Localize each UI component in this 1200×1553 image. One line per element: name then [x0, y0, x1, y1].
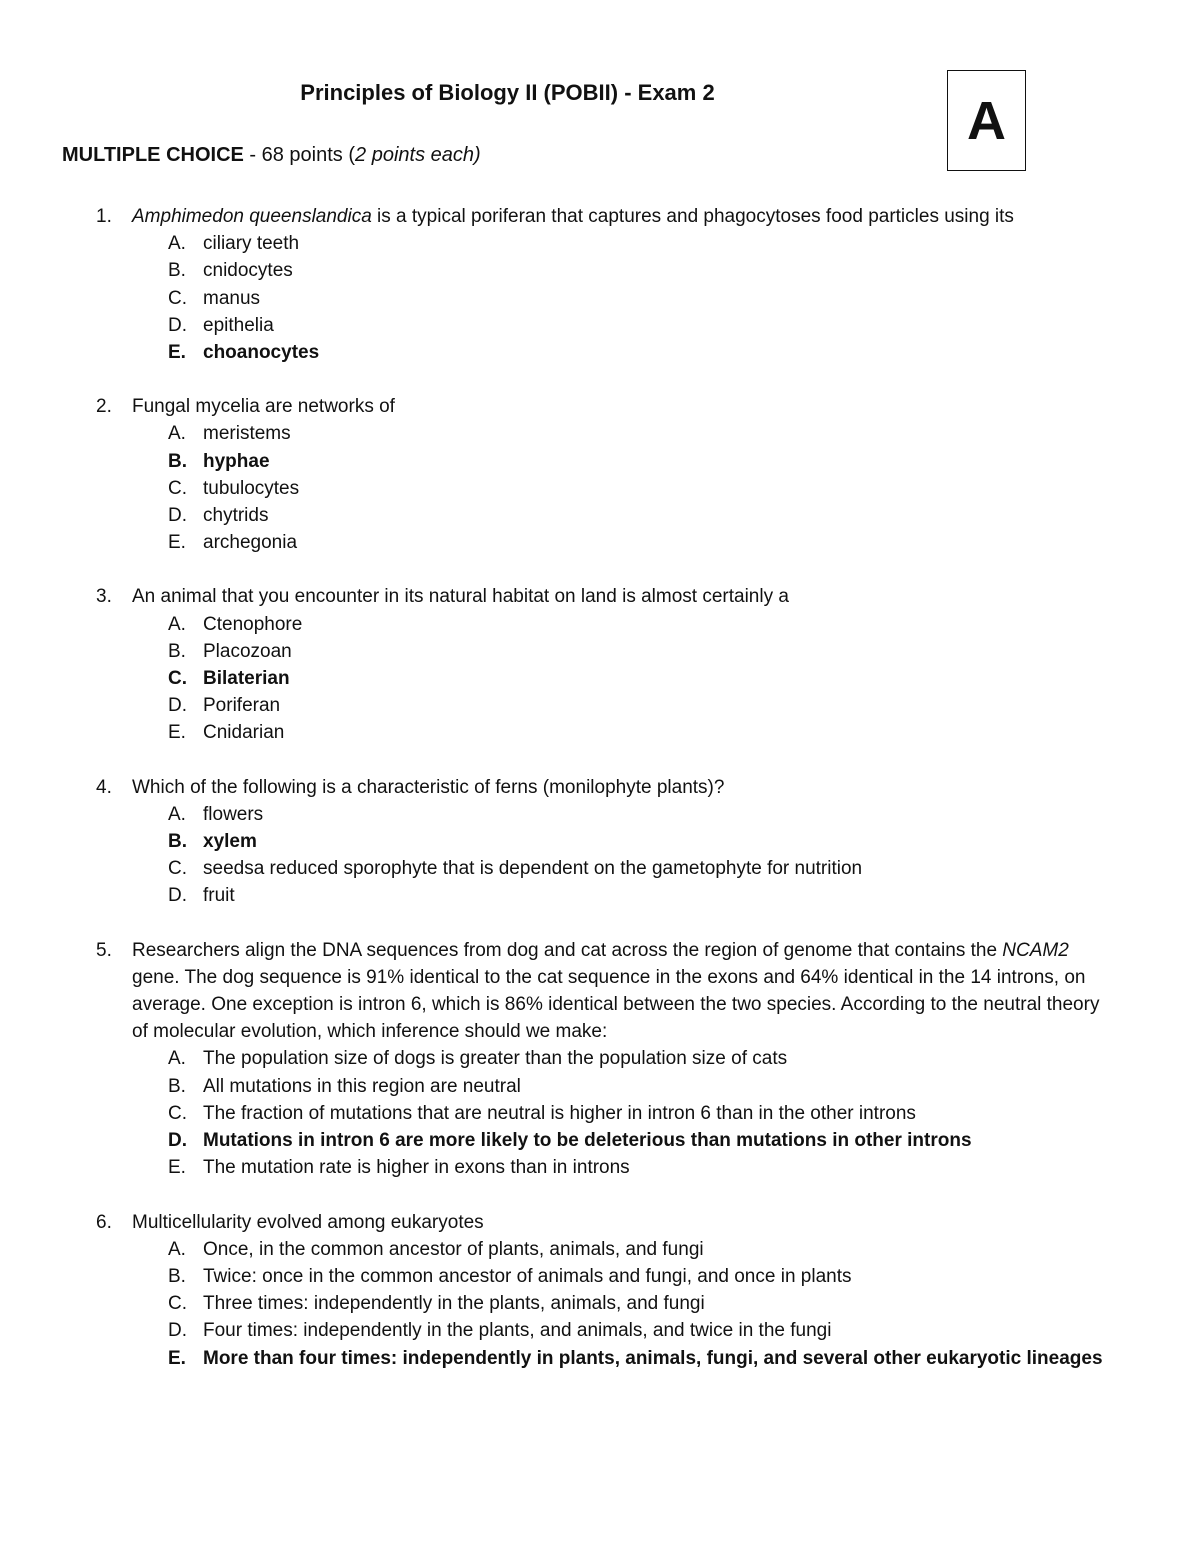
- option-text: choanocytes: [203, 342, 320, 364]
- option-text: Cnidarian: [203, 722, 285, 744]
- option-letter: B.: [168, 831, 187, 853]
- option-letter: B.: [168, 260, 186, 282]
- option-letter: A.: [168, 1238, 186, 1260]
- option-letter: C.: [168, 287, 187, 309]
- option-text: The mutation rate is higher in exons than in introns: [203, 1157, 630, 1179]
- question-stem: Which of the following is a characteristic of ferns (monilophyte plants)?: [132, 776, 725, 798]
- option-letter: B.: [168, 640, 186, 662]
- option-c: [168, 855, 1103, 882]
- option-d: [168, 1317, 1103, 1344]
- option-text: flowers: [203, 803, 264, 825]
- section-title: MULTIPLE CHOICE: [62, 144, 244, 166]
- question-stem-text: Researchers align the DNA sequences from dog and cat across the region of genome that contains the: [132, 939, 1003, 961]
- option-b: [168, 1263, 1103, 1290]
- option-text: All mutations in this region are neutral: [203, 1075, 521, 1097]
- option-text: ciliary teeth: [203, 233, 300, 255]
- option-text: The fraction of mutations that are neutral is higher in intron 6 than in the other introns: [203, 1102, 916, 1124]
- option-a: [168, 230, 1103, 257]
- option-letter: D.: [168, 885, 187, 907]
- question-1: [0, 203, 1200, 366]
- option-letter: B.: [168, 1265, 186, 1287]
- option-list: [0, 611, 1200, 747]
- option-text: Twice: once in the common ancestor of animals and fungi, and once in plants: [203, 1265, 852, 1287]
- question-5: [0, 937, 1200, 1182]
- option-list: [0, 420, 1200, 556]
- option-text: manus: [203, 287, 261, 309]
- option-letter: C.: [168, 1293, 187, 1315]
- option-letter: C.: [168, 1102, 187, 1124]
- option-letter: D.: [168, 1130, 187, 1152]
- option-b: [168, 1073, 1103, 1100]
- option-a: [168, 1236, 1103, 1263]
- option-text: fruit: [203, 885, 235, 907]
- question-number: 3.: [96, 586, 112, 608]
- question-number: 4.: [96, 776, 112, 798]
- option-text: chytrids: [203, 505, 269, 527]
- option-d: [168, 312, 1103, 339]
- question-number: 1.: [96, 206, 112, 227]
- option-text: epithelia: [203, 314, 274, 336]
- option-text: Three times: independently in the plants, animals, and fungi: [203, 1293, 705, 1315]
- question-stem: Fungal mycelia are networks of: [132, 396, 395, 418]
- option-letter: C.: [168, 858, 187, 880]
- option-letter: D.: [168, 695, 187, 717]
- question-stem: An animal that you encounter in its natural habitat on land is almost certainly a: [132, 586, 789, 608]
- question-number: 5.: [96, 939, 112, 961]
- section-points-each: 2 points each): [355, 144, 481, 166]
- option-letter: C.: [168, 668, 187, 690]
- option-text: cnidocytes: [203, 260, 293, 282]
- option-text: Placozoan: [203, 640, 292, 662]
- option-text: More than four times: independently in plants, animals, fungi, and several other eukaryotic lineages: [203, 1347, 1103, 1369]
- option-letter: A.: [168, 233, 186, 255]
- option-text: Bilaterian: [203, 668, 290, 690]
- option-b: [168, 257, 1103, 284]
- option-text: meristems: [203, 423, 291, 445]
- question-3: [0, 583, 1200, 746]
- question-number: 6.: [96, 1211, 112, 1233]
- option-letter: E.: [168, 532, 186, 554]
- option-c: [168, 1290, 1103, 1317]
- question-stem: [132, 203, 1117, 230]
- option-letter: E.: [168, 1347, 186, 1369]
- species-name: Amphimedon queenslandica: [132, 206, 372, 227]
- option-letter: B.: [168, 1075, 186, 1097]
- option-e-correct: [168, 339, 1103, 366]
- option-c: [168, 475, 1103, 502]
- option-letter: D.: [168, 1320, 187, 1342]
- option-e: [168, 529, 1103, 556]
- option-text: The population size of dogs is greater than the population size of cats: [203, 1048, 788, 1070]
- option-letter: D.: [168, 314, 187, 336]
- option-letter: A.: [168, 613, 186, 635]
- question-stem: Multicellularity evolved among eukaryotes: [132, 1211, 484, 1233]
- option-e-correct: [168, 1345, 1103, 1372]
- option-c: [168, 285, 1103, 312]
- option-text: tubulocytes: [203, 477, 300, 499]
- option-d-correct: [168, 1127, 1103, 1154]
- section-points: - 68 points (: [243, 144, 356, 166]
- option-c: [168, 1100, 1103, 1127]
- option-text: seedsa reduced sporophyte that is dependent on the gametophyte for nutrition: [203, 858, 863, 880]
- option-list: [0, 1045, 1200, 1181]
- option-text: hyphae: [203, 450, 270, 472]
- option-e: [168, 1154, 1103, 1181]
- exam-version-letter: A: [967, 90, 1006, 151]
- question-stem-text: is a typical poriferan that captures and phagocytoses food particles using its: [371, 206, 1014, 227]
- option-letter: E.: [168, 722, 186, 744]
- option-letter: D.: [168, 505, 187, 527]
- question-2: [0, 393, 1200, 556]
- option-a: [168, 1045, 1103, 1072]
- option-e: [168, 719, 1103, 746]
- option-text: Four times: independently in the plants, and animals, and twice in the fungi: [203, 1320, 832, 1342]
- question-list: [0, 203, 1200, 1399]
- option-text: Ctenophore: [203, 613, 303, 635]
- option-text: Once, in the common ancestor of plants, animals, and fungi: [203, 1238, 704, 1260]
- option-b-correct: [168, 828, 1103, 855]
- question-number: 2.: [96, 396, 112, 418]
- option-letter: A.: [168, 803, 186, 825]
- option-b: [168, 638, 1103, 665]
- option-d: [168, 692, 1103, 719]
- option-d: [168, 502, 1103, 529]
- option-c-correct: [168, 665, 1103, 692]
- exam-version-box: [947, 70, 1026, 171]
- question-6: [0, 1209, 1200, 1372]
- section-heading: [62, 144, 481, 167]
- option-text: Poriferan: [203, 695, 281, 717]
- page-title: Principles of Biology II (POBII) - Exam 2: [300, 80, 715, 105]
- option-letter: A.: [168, 1048, 186, 1070]
- option-d: [168, 882, 1103, 909]
- option-list: [0, 801, 1200, 910]
- option-letter: B.: [168, 450, 187, 472]
- option-letter: E.: [168, 342, 186, 364]
- option-text: archegonia: [203, 532, 298, 554]
- option-b-correct: [168, 448, 1103, 475]
- question-4: [0, 774, 1200, 910]
- option-text: xylem: [203, 831, 257, 853]
- question-stem: [132, 937, 1117, 1046]
- option-letter: C.: [168, 477, 187, 499]
- option-a: [168, 611, 1103, 638]
- option-a: [168, 420, 1103, 447]
- option-list: [0, 1236, 1200, 1372]
- option-a: [168, 801, 1103, 828]
- option-text: Mutations in intron 6 are more likely to be deleterious than mutations in other introns: [203, 1130, 972, 1152]
- question-stem-text: gene. The dog sequence is 91% identical to the cat sequence in the exons and 64% identical in the 14 introns, on average. One exception is intron 6, which is 86% identical between the two species. According to the neutral theory of molecular evolution, which inference should we make:: [132, 966, 1100, 1043]
- option-letter: A.: [168, 423, 186, 445]
- option-letter: E.: [168, 1157, 186, 1179]
- option-list: [0, 230, 1200, 366]
- gene-name: NCAM2: [1002, 939, 1069, 961]
